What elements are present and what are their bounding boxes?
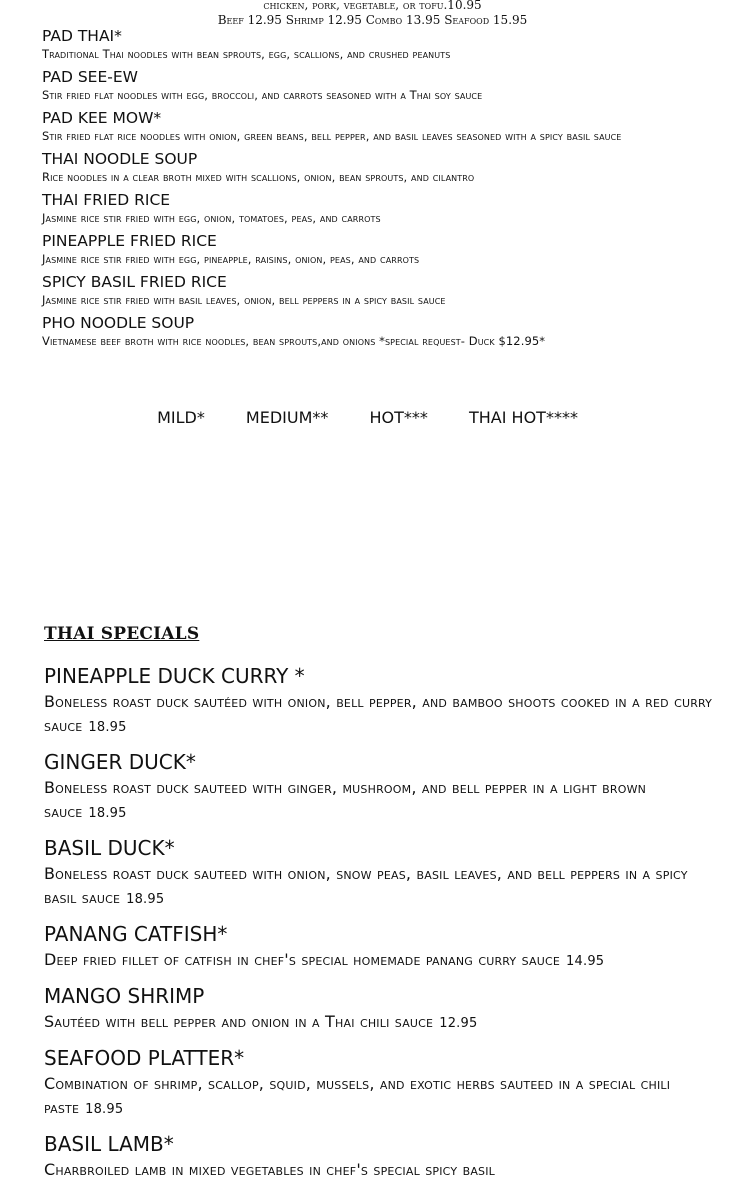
special-item-name: PANANG CATFISH* xyxy=(44,922,228,946)
heat-level-hot: HOT*** xyxy=(369,408,428,427)
menu-item-description: Jasmine rice stir fried with egg, pineapple, raisins, onion, peas, and carrots xyxy=(42,252,420,266)
heat-level-legend xyxy=(0,408,735,427)
menu-item-description: Traditional Thai noodles with bean sprouts, egg, scallions, and crushed peanuts xyxy=(42,47,451,61)
special-item-name: BASIL LAMB* xyxy=(44,1132,174,1156)
special-item-price: 18.95 xyxy=(85,1102,124,1117)
special-item xyxy=(44,662,724,740)
menu-item-name: PAD THAI* xyxy=(42,27,122,45)
menu-item xyxy=(42,26,732,62)
menu-item xyxy=(42,190,732,226)
special-item-name: PINEAPPLE DUCK CURRY * xyxy=(44,664,305,688)
noodle-rice-section xyxy=(42,26,732,354)
special-item xyxy=(44,1130,724,1184)
special-item-name: MANGO SHRIMP xyxy=(44,984,205,1008)
menu-item xyxy=(42,313,732,349)
menu-item-name: THAI NOODLE SOUP xyxy=(42,150,198,168)
special-item-price: 14.95 xyxy=(566,954,605,969)
heat-level-medium: MEDIUM** xyxy=(245,408,329,427)
menu-item-description: Rice noodles in a clear broth mixed with scallions, onion, bean sprouts, and cilantro xyxy=(42,170,475,184)
menu-item-name: SPICY BASIL FRIED RICE xyxy=(42,273,227,291)
price-line-proteins: chicken, pork, vegetable, or tofu.10.95 xyxy=(263,0,482,12)
menu-item xyxy=(42,231,732,267)
heat-level-thai-hot: THAI HOT**** xyxy=(468,408,578,427)
price-line-upgrades: Beef 12.95 Shrimp 12.95 Combo 13.95 Seafood 15.95 xyxy=(217,13,528,27)
special-item-price: 18.95 xyxy=(88,806,127,821)
menu-item-name: PAD KEE MOW* xyxy=(42,109,162,127)
special-item-price: 18.95 xyxy=(88,720,127,735)
special-item xyxy=(44,920,724,974)
special-item-name: BASIL DUCK* xyxy=(44,836,175,860)
menu-item-description: Vietnamese beef broth with rice noodles, bean sprouts,and onions *special request- Duck $12.95* xyxy=(42,334,546,348)
heat-level-mild: MILD* xyxy=(157,408,205,427)
special-item-price: 12.95 xyxy=(439,1016,478,1031)
section-title-specials: THAI SPECIALS xyxy=(44,624,200,644)
menu-item-description: Stir fried flat rice noodles with onion, green beans, bell pepper, and basil leaves seasoned with a spicy basil sauce xyxy=(42,129,622,143)
special-item-description: Deep fried fillet of catfish in chef's special homemade panang curry sauce xyxy=(44,950,561,969)
menu-item-name: PHO NOODLE SOUP xyxy=(42,314,195,332)
menu-item xyxy=(42,272,732,308)
special-item-description: Boneless roast duck sauteed with onion, snow peas, basil leaves, and bell peppers in a spicy basil sauce xyxy=(44,864,688,907)
special-item-description: Sautéed with bell pepper and onion in a Thai chili sauce xyxy=(44,1012,434,1031)
special-item xyxy=(44,982,724,1036)
thai-specials-section xyxy=(44,662,724,1192)
menu-item-name: PINEAPPLE FRIED RICE xyxy=(42,232,217,250)
menu-item xyxy=(42,108,732,144)
special-item-name: SEAFOOD PLATTER* xyxy=(44,1046,245,1070)
menu-item-name: THAI FRIED RICE xyxy=(42,191,171,209)
special-item-description: Charbroiled lamb in mixed vegetables in chef's special spicy basil xyxy=(44,1160,495,1179)
special-item-name: GINGER DUCK* xyxy=(44,750,196,774)
menu-item-description: Jasmine rice stir fried with egg, onion, tomatoes, peas, and carrots xyxy=(42,211,381,225)
menu-item xyxy=(42,149,732,185)
special-item-description: Combination of shrimp, scallop, squid, mussels, and exotic herbs sauteed in a special chili paste xyxy=(44,1074,671,1117)
menu-item xyxy=(42,67,732,103)
special-item xyxy=(44,834,724,912)
menu-item-name: PAD SEE-EW xyxy=(42,68,138,86)
menu-item-description: Jasmine rice stir fried with basil leaves, onion, bell peppers in a spicy basil sauce xyxy=(42,293,446,307)
special-item xyxy=(44,748,724,826)
special-item xyxy=(44,1044,724,1122)
special-item-description: Boneless roast duck sautéed with onion, bell pepper, and bamboo shoots cooked in a red curry sauce xyxy=(44,692,713,735)
special-item-description: Boneless roast duck sauteed with ginger, mushroom, and bell pepper in a light brown sauce xyxy=(44,778,647,821)
special-item-price: 18.95 xyxy=(126,892,165,907)
menu-item-description: Stir fried flat noodles with egg, broccoli, and carrots seasoned with a Thai soy sauce xyxy=(42,88,483,102)
